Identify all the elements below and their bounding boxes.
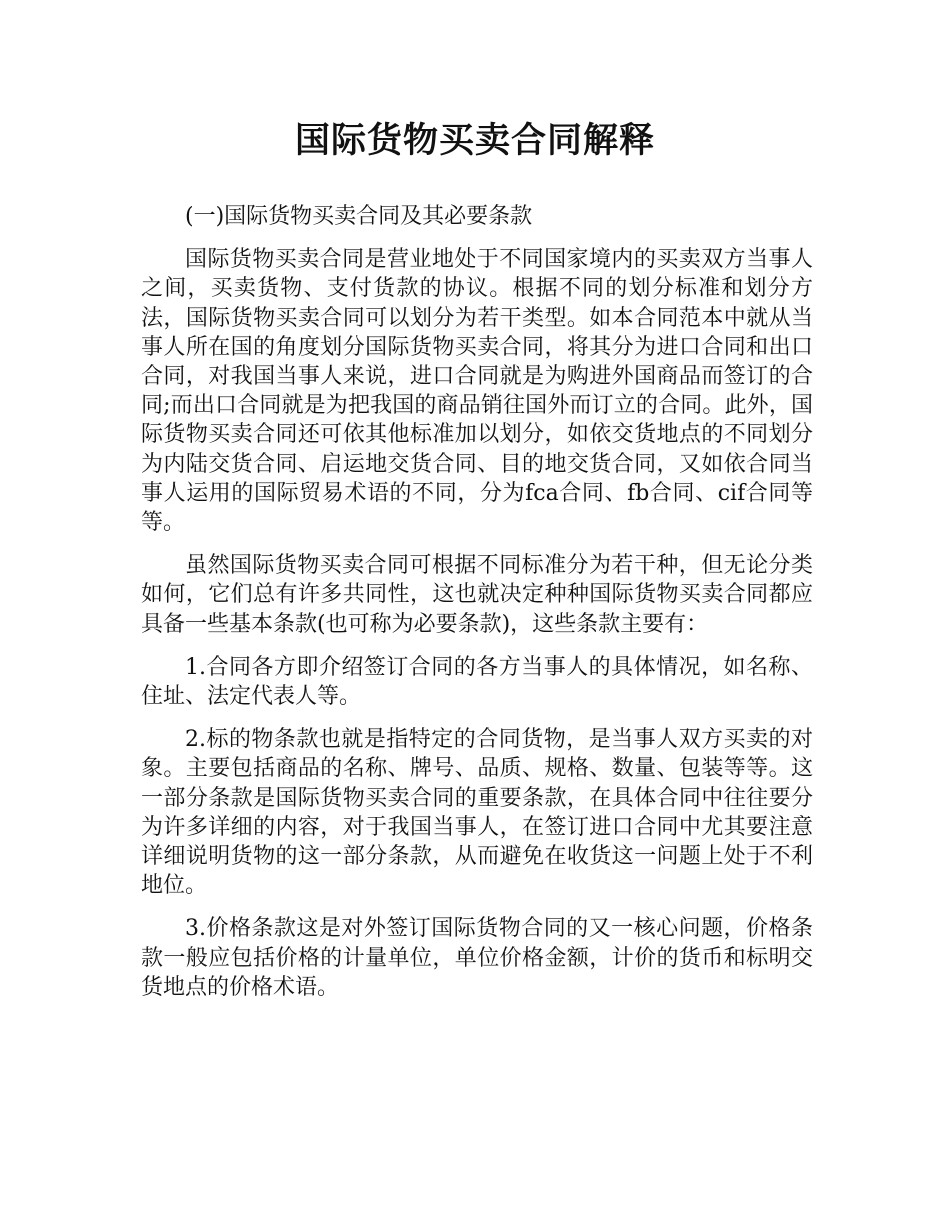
section-heading: (一)国际货物买卖合同及其必要条款 (185, 204, 533, 229)
clause-subject-matter: 2.标的物条款也就是指特定的合同货物，是当事人双方买卖的对象。主要包括商品的名称、牌号、品质、规格、数量、包装等等。这一部分条款是国际货物买卖合同的重要条款，在具体合同中往往要分为许多详细的内容，对于我国当事人，在签订进口合同中尤其要注意详细说明货物的这一部分条款，从而避免在收货这一问题上处于不利地位。 (141, 727, 813, 899)
clause-parties: 1.合同各方即介绍签订合同的各方当事人的具体情况，如名称、住址、法定代表人等。 (141, 654, 813, 710)
clause-price: 3.价格条款这是对外签订国际货物合同的又一核心问题，价格条款一般应包括价格的计量单位，单位价格金额，计价的货币和标明交货地点的价格术语。 (141, 916, 813, 1000)
document-body (141, 202, 813, 1016)
document-title: 国际货物买卖合同解释 (294, 121, 655, 161)
paragraph-definition: 国际货物买卖合同是营业地处于不同国家境内的买卖双方当事人之间，买卖货物、支付货款的协议。根据不同的划分标准和划分方法，国际货物买卖合同可以划分为若干类型。如本合同范本中就从当事人所在国的角度划分国际货物买卖合同，将其分为进口合同和出口合同，对我国当事人来说，进口合同就是为购进外国商品而签订的合同;而出口合同就是为把我国的商品销往国外而订立的合同。此外，国际货物买卖合同还可依其他标准加以划分，如依交货地点的不同划分为内陆交货合同、启运地交货合同、目的地交货合同，又如依合同当事人运用的国际贸易术语的不同，分为fca合同、fb合同、cif合同等等。 (141, 247, 813, 536)
paragraph-common-clauses: 虽然国际货物买卖合同可根据不同标准分为若干种，但无论分类如何，它们总有许多共同性，这也就决定种种国际货物买卖合同都应具备一些基本条款(也可称为必要条款)，这些条款主要有： (141, 553, 813, 637)
